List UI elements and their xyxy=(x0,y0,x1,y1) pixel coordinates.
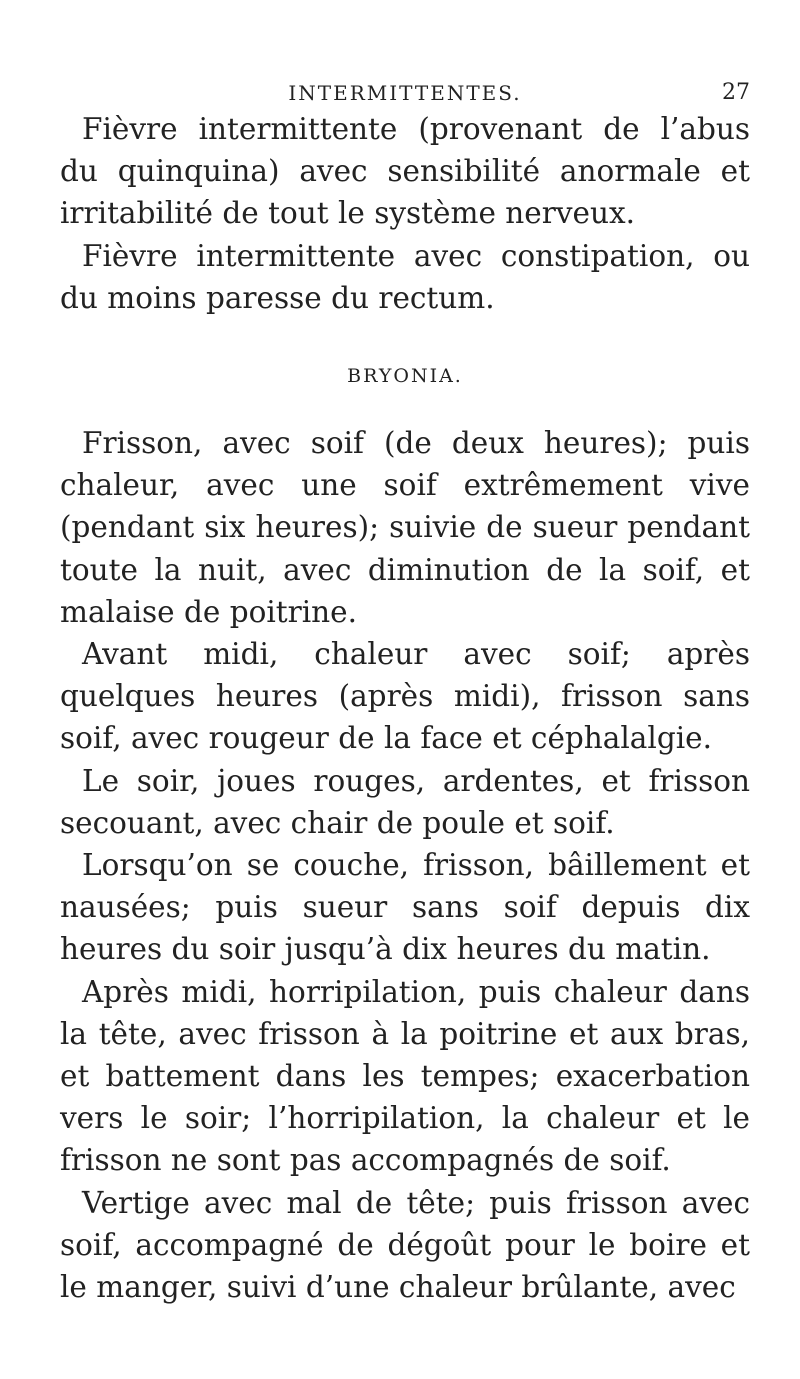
paragraph: Avant midi, chaleur avec soif; après quelques heures (après midi), frisson sans soif, avec rougeur de la face et céphalalgie. xyxy=(60,637,750,756)
page-number: 27 xyxy=(722,80,750,105)
paragraph: Après midi, horripilation, puis chaleur dans la tête, avec frisson à la poitrine et aux bras, et battement dans les tempes; exacerbation vers le soir; l’horripilation, la chaleur et le frisson ne sont pas accompagnés de soif. xyxy=(60,974,750,1178)
paragraph: Vertige avec mal de tête; puis frisson avec soif, accompagné de dégoût pour le boire et le manger, suivi d’une chaleur brûlante, avec xyxy=(60,1185,750,1305)
running-title: INTERMITTENTES. xyxy=(288,81,522,105)
paragraph: Lorsqu’on se couche, frisson, bâillement et nausées; puis sueur sans soif depuis dix heures du soir jusqu’à dix heures du matin. xyxy=(60,848,750,967)
paragraph: Le soir, joues rouges, ardentes, et frisson secouant, avec chair de poule et soif. xyxy=(60,763,750,840)
paragraph: Fièvre intermittente (provenant de l’abus du quinquina) avec sensibilité anormale et irritabilité de tout le système nerveux. xyxy=(60,112,750,231)
section-heading: BRYONIA. xyxy=(347,365,463,387)
paragraph: Fièvre intermittente avec constipation, ou du moins paresse du rectum. xyxy=(60,238,750,315)
body-text-block xyxy=(60,422,750,1308)
top-text-block xyxy=(60,108,750,319)
paragraph: Frisson, avec soif (de deux heures); puis chaleur, avec une soif extrêmement vive (pendant six heures); suivie de sueur pendant toute la nuit, avec diminution de la soif, et malaise de poitrine. xyxy=(60,426,750,629)
running-head xyxy=(60,78,750,108)
